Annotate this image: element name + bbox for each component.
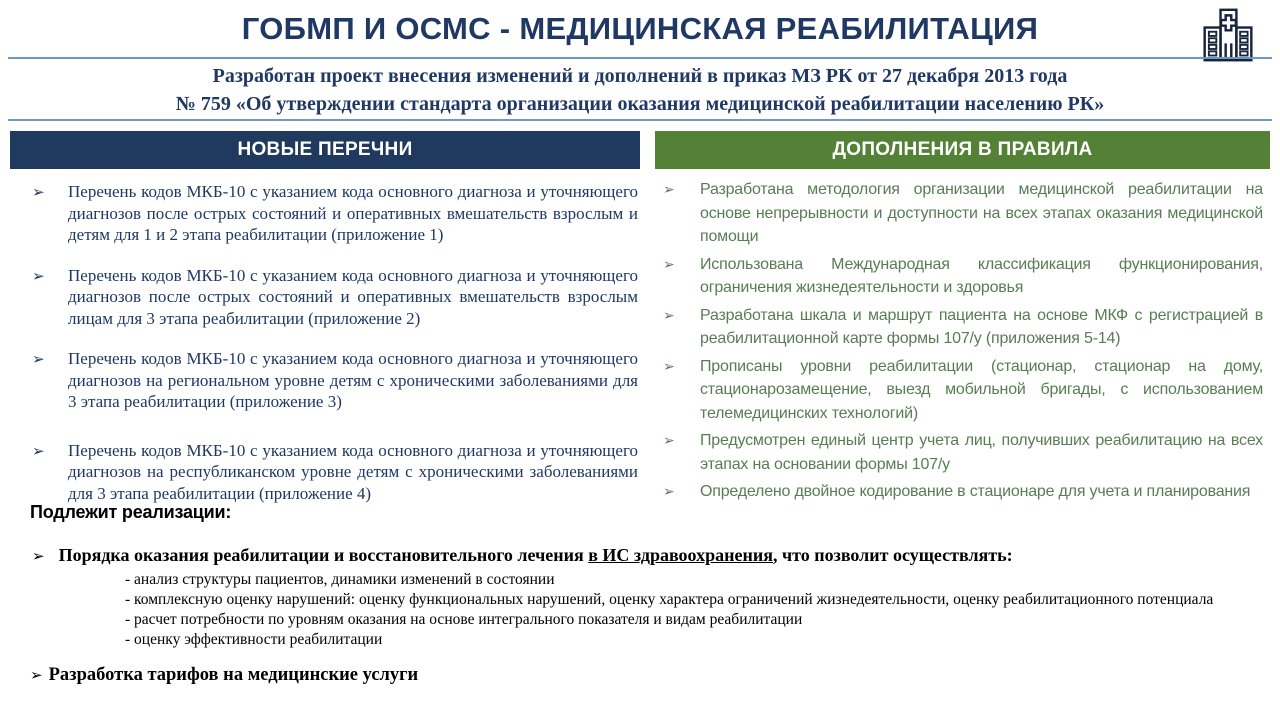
list-item-text: Перечень кодов МКБ-10 с указанием кода основного диагноза и уточняющего диагнозов на региональном уровне детям с хроническими заболеваниями для 3 этапа реабилитации (приложение 3) [68, 349, 638, 411]
list-item-text: Перечень кодов МКБ-10 с указанием кода основного диагноза и уточняющего диагнозов после острых состояний и оперативных вмешательств взрослым лицам для 3 этапа реабилитации (приложение 2) [68, 265, 638, 328]
hospital-tower [1221, 10, 1237, 60]
arrow-bullet-icon: ➢ [32, 441, 45, 460]
slide-title: ГОБМП И ОСМС - МЕДИЦИНСКАЯ РЕАБИЛИТАЦИЯ [241, 11, 1039, 46]
list-item-text: Использована Международная классификация функционирования, ограничения жизнедеятельности и здоровья [700, 255, 1263, 296]
list-item-text: Разработана методология организации медицинской реабилитации на основе непрерывности и доступности на всех этапах оказания медицинской помощи [700, 181, 1263, 245]
list-item [30, 348, 638, 413]
arrow-bullet-icon: ➢ [663, 182, 675, 198]
right-panel-list [663, 178, 1263, 508]
left-panel-list [30, 181, 638, 523]
footer-bullet-2 [30, 665, 418, 686]
arrow-bullet-icon: ➢ [663, 484, 675, 500]
right-panel-header: ДОПОЛНЕНИЯ В ПРАВИЛА [655, 131, 1270, 169]
footer-sub-item: - расчет потребности по уровням оказания на основе интегрального показателя и видам реабилитации [125, 611, 803, 628]
arrow-bullet-icon: ➢ [663, 358, 675, 375]
list-item-text: Перечень кодов МКБ-10 с указанием кода основного диагноза и уточняющего диагнозов после острых состояний и оперативных вмешательств взрослым и детям для 1 и 2 этапа реабилитации (приложение 1) [68, 182, 638, 244]
list-item [30, 181, 638, 246]
footer-bullet-1-text [59, 545, 1013, 565]
divider-under-title [8, 57, 1272, 59]
list-item-text: Разработана шкала и маршрут пациента на основе МКФ с регистрацией в реабилитационной карте формы 107/у (приложения 5-14) [700, 306, 1263, 347]
list-item-text: Определено двойное кодирование в стационаре для учета и планирования [700, 483, 1251, 500]
footer-heading: Подлежит реализации: [30, 502, 232, 522]
footer-bullet-1-underlined: в ИС здравоохранения [588, 545, 773, 565]
list-item [663, 178, 1263, 249]
footer-sub-item: - анализ структуры пациентов, динамики изменений в состоянии [125, 571, 555, 588]
subtitle-line-1: Разработан проект внесения изменений и дополнений в приказ МЗ РК от 27 декабря 2013 года [212, 65, 1068, 87]
subtitle-line-2: № 759 «Об утверждении стандарта организации оказания медицинской реабилитации населению РК» [175, 93, 1105, 115]
footer-sub-item: - комплексную оценку нарушений: оценку функциональных нарушений, оценку характера ограничений жизнедеятельности, оценку реабилитационного потенциала [125, 591, 1214, 608]
list-item-text: Прописаны уровни реабилитации (стационар, стационар на дому, стационарозамещение, выезд мобильной бригады, с использованием телемедицинских технологий) [700, 357, 1263, 422]
medical-cross-icon [1221, 15, 1236, 30]
footer-bullet-1-suffix: , что позволит осуществлять: [772, 545, 1013, 565]
arrow-bullet-icon: ➢ [32, 183, 45, 201]
list-item [663, 355, 1263, 426]
footer-sub-items [125, 570, 1275, 650]
arrow-bullet-icon: ➢ [663, 256, 675, 273]
footer-bullet-1-prefix: Порядка оказания реабилитации и восстановительного лечения [58, 545, 589, 565]
list-item [663, 429, 1263, 476]
arrow-bullet-icon: ➢ [663, 307, 675, 324]
hospital-icon [1198, 7, 1258, 63]
arrow-bullet-icon: ➢ [30, 666, 43, 684]
arrow-bullet-icon: ➢ [663, 433, 675, 449]
list-item-text: Предусмотрен единый центр учета лиц, получивших реабилитацию на всех этапах на основании формы 107/у [700, 432, 1263, 473]
subtitle [0, 62, 1280, 118]
arrow-bullet-icon: ➢ [32, 266, 45, 285]
list-item-text: Перечень кодов МКБ-10 с указанием кода основного диагноза и уточняющего диагнозов на республиканском уровне детям с хроническими заболеваниями для 3 этапа реабилитации (приложение 4) [68, 440, 638, 503]
arrow-bullet-icon: ➢ [32, 547, 45, 565]
footer-bullet-1 [32, 545, 1272, 566]
left-panel-header: НОВЫЕ ПЕРЕЧНИ [10, 131, 640, 169]
arrow-bullet-icon: ➢ [32, 350, 45, 368]
list-item [663, 480, 1263, 504]
hospital-windows [1209, 32, 1248, 56]
footer-sub-item: - оценку эффективности реабилитации [125, 631, 383, 648]
list-item [663, 253, 1263, 300]
footer-bullet-2-text: Разработка тарифов на медицинские услуги [48, 665, 419, 685]
divider-under-subtitle [8, 119, 1272, 121]
list-item [30, 440, 638, 505]
list-item [663, 304, 1263, 351]
list-item [30, 265, 638, 330]
